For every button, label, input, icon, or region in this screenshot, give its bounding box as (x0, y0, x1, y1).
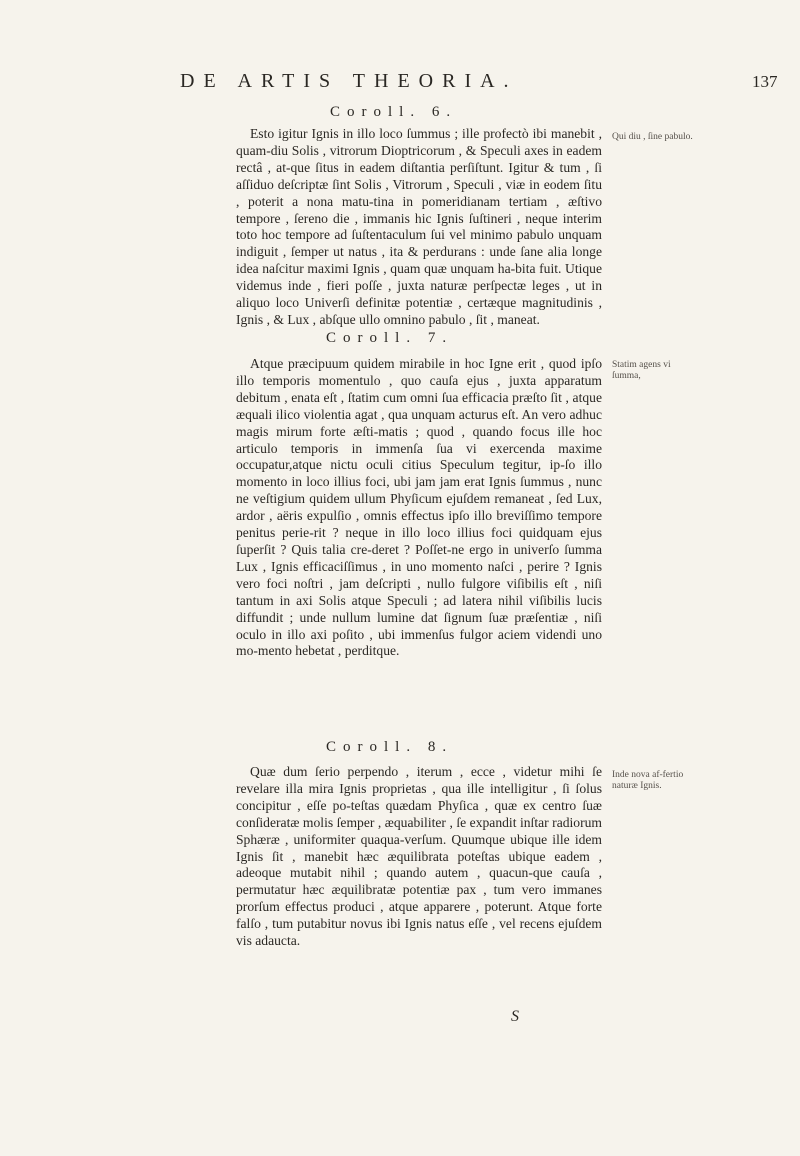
page-number: 137 (752, 72, 778, 91)
margin-note-7: Statim agens vi ſumma, (612, 360, 671, 381)
running-head: DE ARTIS THEORIA. (180, 70, 518, 92)
margin-note-8: Inde nova af-fertio naturæ Ignis. (612, 770, 684, 791)
corollary-8-heading: Coroll. 8. (326, 739, 454, 755)
corollary-6-paragraph: Esto igitur Ignis in illo loco ſummus ; ille profectò ibi manebit , quam-diu Solis , vitrorum Dioptricorum , & Speculi axes in eadem rectâ , at-que ſitus in eadem diſtantia perſiſtunt. Igitur & tum , ſi aſſiduo deſcriptæ ſint Solis , Vitrorum , Speculi , viæ in eodem ſitu , poterit a nona matu-tina in pomeridianam tertiam , æſtivo tempore , ſereno die , immanis hic Ignis ſuſtineri , neque interim toto hoc tempore ad ſuſtentaculum ſui vel minimo pabulo unquam indiguit , ſemper ut natus , ita & perdurans : unde ſane alia longe idea naſcitur maximi Ignis , quam quæ unquam ha-bita fuit. Utique videmus inde , fieri poſſe , juxta naturæ perſpectæ leges , ut in aliquo loco Univerſi definitæ potentiæ , certæque magnitudinis , Ignis , & Lux , abſque ullo omnino pabulo , ſit , maneat. (236, 126, 602, 327)
corollary-6-heading: Coroll. 6. (330, 104, 458, 120)
signature-mark: S (511, 1008, 519, 1025)
margin-note-6: Qui diu , ſine pabulo. (612, 132, 693, 142)
corollary-7-heading: Coroll. 7. (326, 330, 454, 346)
corollary-8-paragraph: Quæ dum ſerio perpendo , iterum , ecce , videtur mihi ſe revelare illa mira Ignis proprietas , qua ille intelligitur , ſi ſolus concipitur , eſſe po-teſtas quædam Phyſica , quæ ex centro ſuæ conſideratæ molis ſemper , æquabiliter , ſe expandit inſtar radiorum Sphæræ , uniformiter quaqua-verſum. Quumque ubique ille idem Ignis ſit , manebit hæc æquilibrata poteſtas ubique eadem , adeoque mutabit nihil ; quando autem , quacun-que cauſa , permutatur hæc æquilibratæ potentiæ pax , tum vero immanes prorſum effectus produci , atque apparere , poterunt. Atque forte falſo , tum putabitur novus ibi Ignis natus eſſe , vel recens ejuſdem vis adaucta. (236, 764, 602, 949)
corollary-7-paragraph: Atque præcipuum quidem mirabile in hoc Igne erit , quod ipſo illo temporis momentulo , quo cauſa ejus , juxta apparatum debitum , enata eſt , ſtatim cum omni ſua efficacia præſto ſit , atque æquali ilico violentia agat , qua unquam acturus eſt. An vero adhuc magis mirum forte æſti-matis ; quod , quando focus ille hoc articulo temporis in immenſa ſua vi exercenda maxime occupatur,atque nictu oculi citius Speculum tegitur, ip-ſo illo momento in loco illius foci, ubi jam jam erat Ignis ſummus , nunc ne veſtigium quidem ullum Phyſicum ejuſdem remaneat , ſed Lux, ardor , aëris expulſio , omnis effectus ipſo illo breviſſimo tempore penitus perie-rit ? neque in illo loco illius foci quidquam ejus ſuperſit ? Quis talia cre-deret ? Poſſet-ne ergo in univerſo ſumma Lux , Ignis efficaciſſimus , in uno momento naſci , perire ? Ignis vero foci noſtri , jam deſcripti , nullo fulgore viſibilis eſt , niſi tantum in axi Solis atque Speculi ; ad latera nihil viſibilis lucis diffundit ; unde nullum lumine dat ſignum ſuæ præſentiæ , niſi oculo in illo axi poſito , ubi immenſus fulgor aciem videndi uno mo-mento hebetat , perditque. (236, 356, 602, 659)
